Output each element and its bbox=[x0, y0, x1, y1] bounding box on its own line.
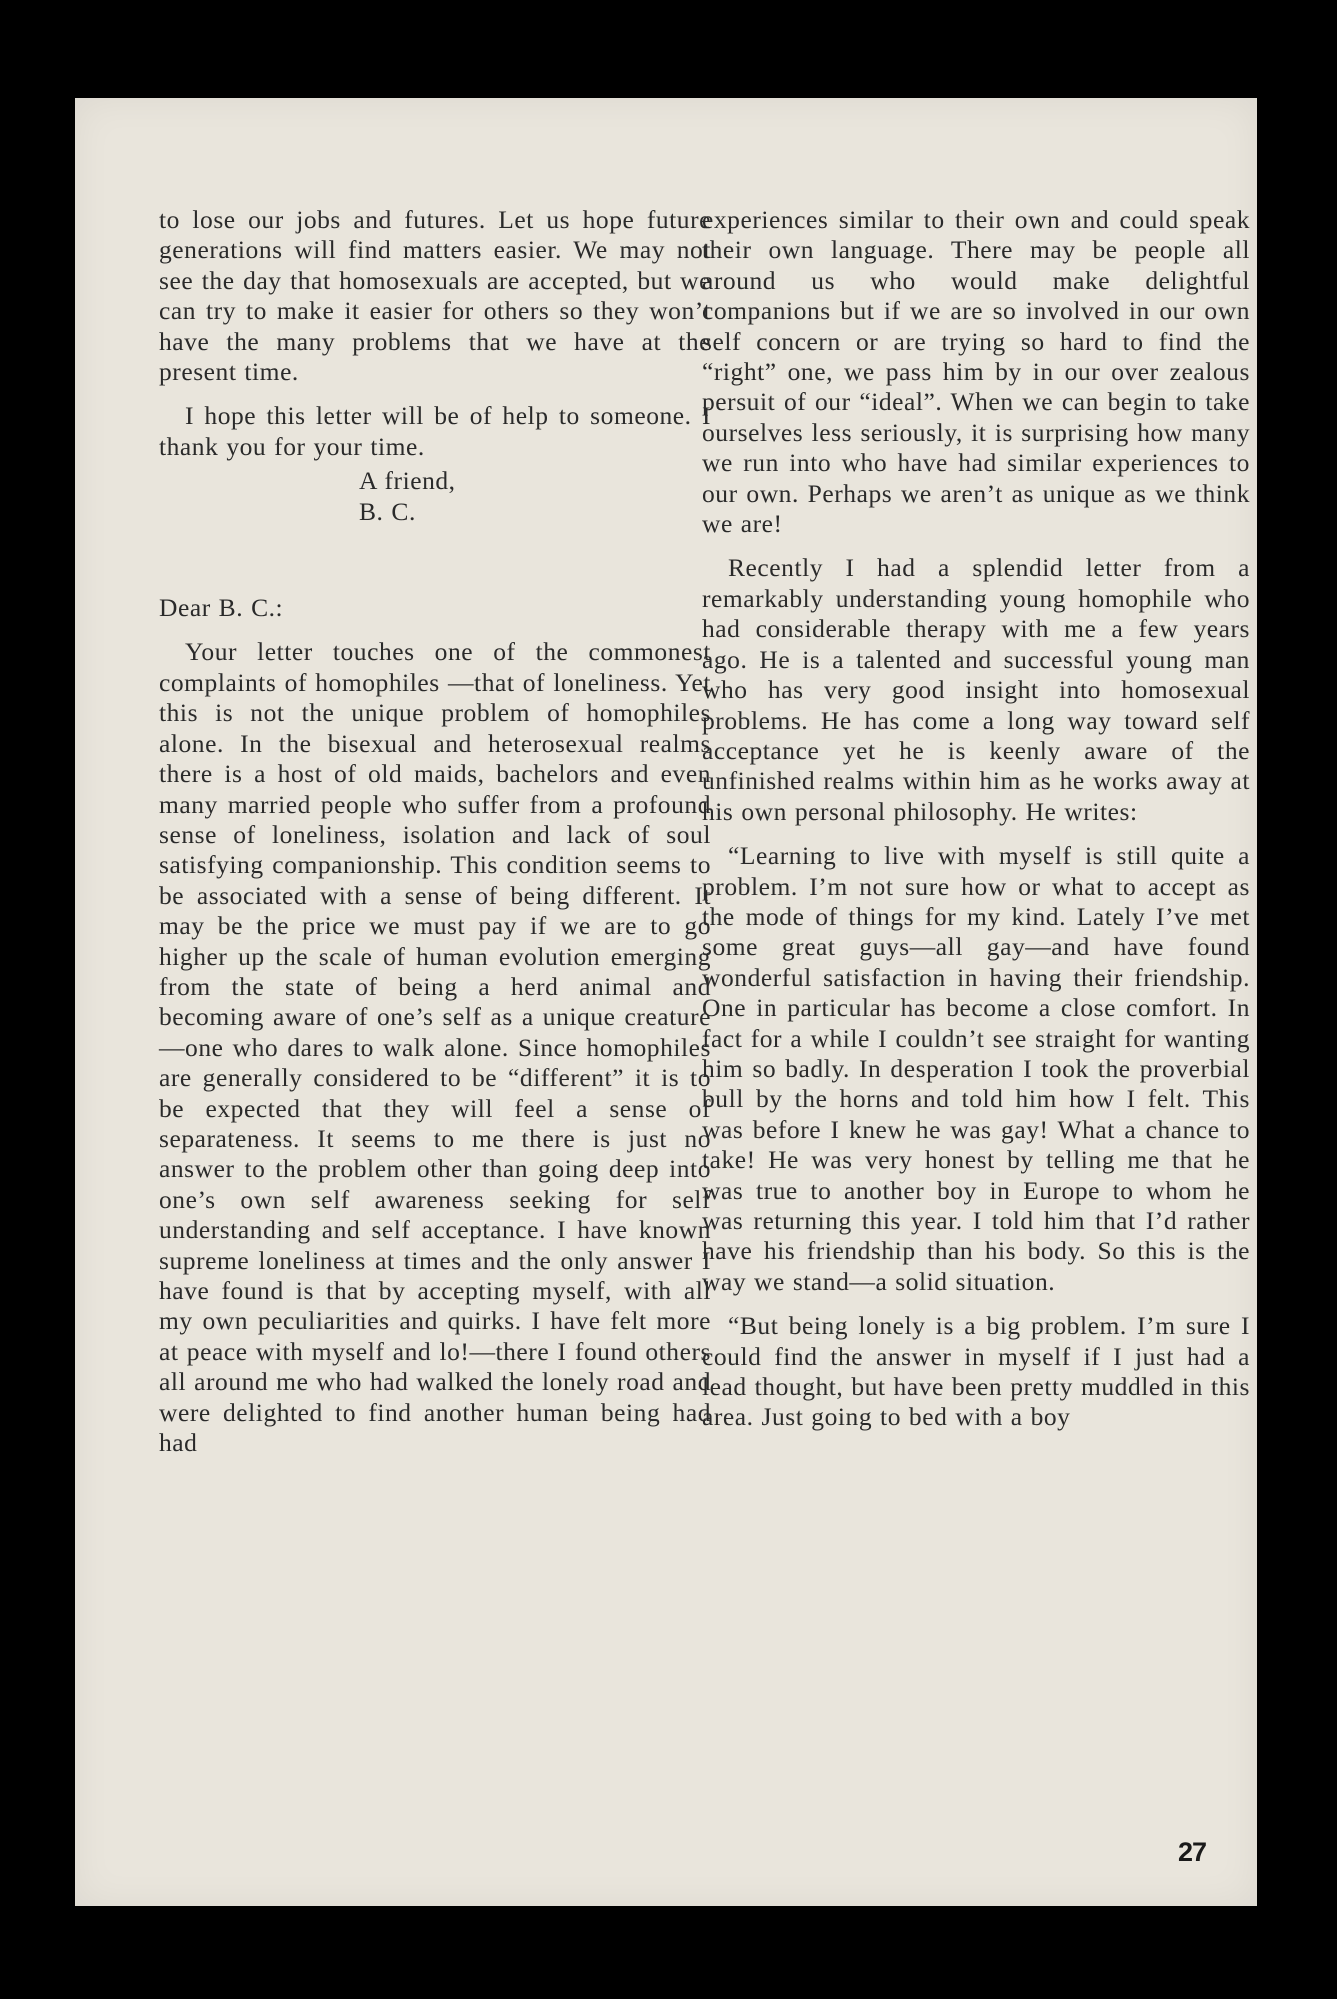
paragraph: experiences similar to their own and could speak their own language. There may be people all around us who would make delightful companions but if we are so involved in our own self concern or are trying so hard to find the “right” one, we pass him by in our over zealous persuit of our “ideal”. When we can begin to take ourselves less seriously, it is surprising how many we run into who have had similar experiences to our own. Perhaps we aren’t as unique as we think we are! bbox=[702, 205, 1250, 539]
letter-signoff: A friend, bbox=[359, 466, 456, 496]
left-column bbox=[159, 205, 711, 1458]
right-column bbox=[702, 205, 1250, 1433]
paragraph: I hope this letter will be of help to someone. I thank you for your time. bbox=[159, 401, 711, 461]
paragraph: “But being lonely is a big problem. I’m sure I could find the answer in myself if I just had a lead thought, but have been pretty muddled in this area. Just going to bed with a boy bbox=[702, 1311, 1250, 1432]
page-number: 27 bbox=[1177, 1837, 1206, 1867]
salutation: Dear B. C.: bbox=[159, 593, 284, 623]
paragraph: Your letter touches one of the commonest complaints of homophiles —that of loneliness. Yet this is not the unique problem of homophiles alone. In the bisexual and heterosexual realms there is a host of old maids, bachelors and even many married people who suffer from a profound sense of loneliness, isolation and lack of soul satisfying companionship. This condition seems to be associated with a sense of being different. It may be the price we must pay if we are to go higher up the scale of human evolution emerging from the state of being a herd animal and becoming aware of one’s self as a unique creature—one who dares to walk alone. Since homophiles are generally considered to be “different” it is to be expected that they will feel a sense of separateness. It seems to me there is just no answer to the problem other than going deep into one’s own self awareness seeking for self understanding and self acceptance. I have known supreme loneliness at times and the only answer I have found is that by accepting myself, with all my own peculiarities and quirks. I have felt more at peace with myself and lo!—there I found others all around me who had walked the lonely road and were delighted to find another human being had had bbox=[159, 637, 711, 1458]
magazine-page bbox=[75, 98, 1257, 1906]
paragraph: to lose our jobs and futures. Let us hope future generations will find matters easier. We may not see the day that homosexuals are accepted, but we can try to make it easier for others so they won’t have the many problems that we have at the present time. bbox=[159, 205, 711, 387]
letter-initials: B. C. bbox=[359, 496, 416, 526]
paragraph: Recently I had a splendid letter from a remarkably understanding young homophile who had considerable therapy with me a few years ago. He is a talented and successful young man who has very good insight into homosexual problems. He has come a long way toward self acceptance yet he is keenly aware of the unfinished realms within him as he works away at his own personal philosophy. He writes: bbox=[702, 553, 1250, 826]
paragraph: “Learning to live with myself is still quite a problem. I’m not sure how or what to accept as the mode of things for my kind. Lately I’ve met some great guys—all gay—and have found wonderful satisfaction in having their friendship. One in particular has become a close comfort. In fact for a while I couldn’t see straight for wanting him so badly. In desperation I took the proverbial bull by the horns and told him how I felt. This was before I knew he was gay! What a chance to take! He was very honest by telling me that he was true to another boy in Europe to whom he was returning this year. I told him that I’d rather have his friendship than his body. So this is the way we stand—a solid situation. bbox=[702, 841, 1250, 1296]
